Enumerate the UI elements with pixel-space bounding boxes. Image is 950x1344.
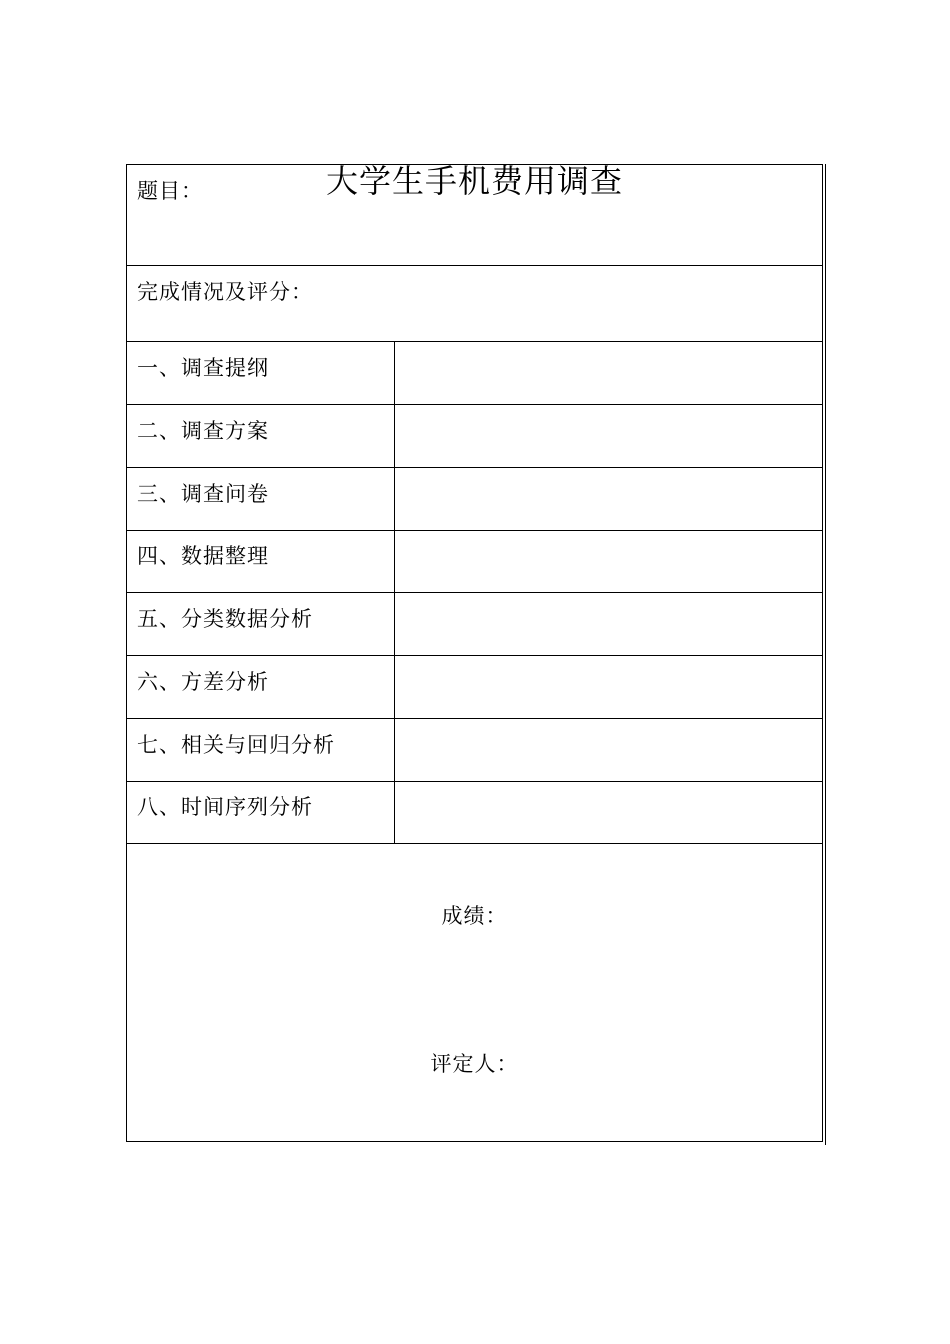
grading-block: [127, 844, 822, 1141]
item-score-cell[interactable]: [395, 468, 822, 530]
document-title: 大学生手机费用调查: [325, 162, 623, 200]
item-score-cell[interactable]: [395, 719, 822, 781]
item-row: [127, 656, 822, 719]
item-label-cell: [127, 342, 395, 404]
item-label-cell: [127, 656, 395, 718]
item-score-cell[interactable]: [395, 781, 822, 843]
item-label: 七、相关与回归分析: [137, 733, 335, 757]
completion-row: [127, 266, 822, 342]
item-label-cell: [127, 405, 395, 467]
item-label: 一、调查提纲: [137, 356, 269, 380]
evaluator-label: 评定人：: [430, 1052, 519, 1076]
item-score-cell[interactable]: [395, 593, 822, 655]
item-row: [127, 405, 822, 468]
grade-label: 成绩：: [441, 904, 508, 928]
topic-label: 题目：: [137, 179, 203, 203]
item-row: [127, 342, 822, 405]
item-row: [127, 593, 822, 656]
item-score-cell[interactable]: [395, 530, 822, 592]
item-score-cell[interactable]: [395, 405, 822, 467]
item-label-cell: [127, 719, 395, 781]
item-label: 二、调查方案: [137, 419, 269, 443]
item-label: 三、调查问卷: [137, 482, 269, 506]
item-label: 六、方差分析: [137, 670, 269, 694]
item-label-cell: [127, 781, 395, 843]
item-row: [127, 468, 822, 531]
item-label-cell: [127, 530, 395, 592]
item-label-cell: [127, 468, 395, 530]
evaluation-form: [126, 164, 823, 1142]
item-label: 八、时间序列分析: [137, 795, 313, 819]
item-row: [127, 719, 822, 782]
item-row: [127, 781, 822, 844]
topic-row: [127, 162, 822, 266]
item-row: [127, 530, 822, 593]
completion-label: 完成情况及评分：: [137, 280, 313, 304]
item-label: 四、数据整理: [137, 544, 269, 568]
item-label-cell: [127, 593, 395, 655]
item-label: 五、分类数据分析: [137, 607, 313, 631]
item-score-cell[interactable]: [395, 342, 822, 404]
item-score-cell[interactable]: [395, 656, 822, 718]
